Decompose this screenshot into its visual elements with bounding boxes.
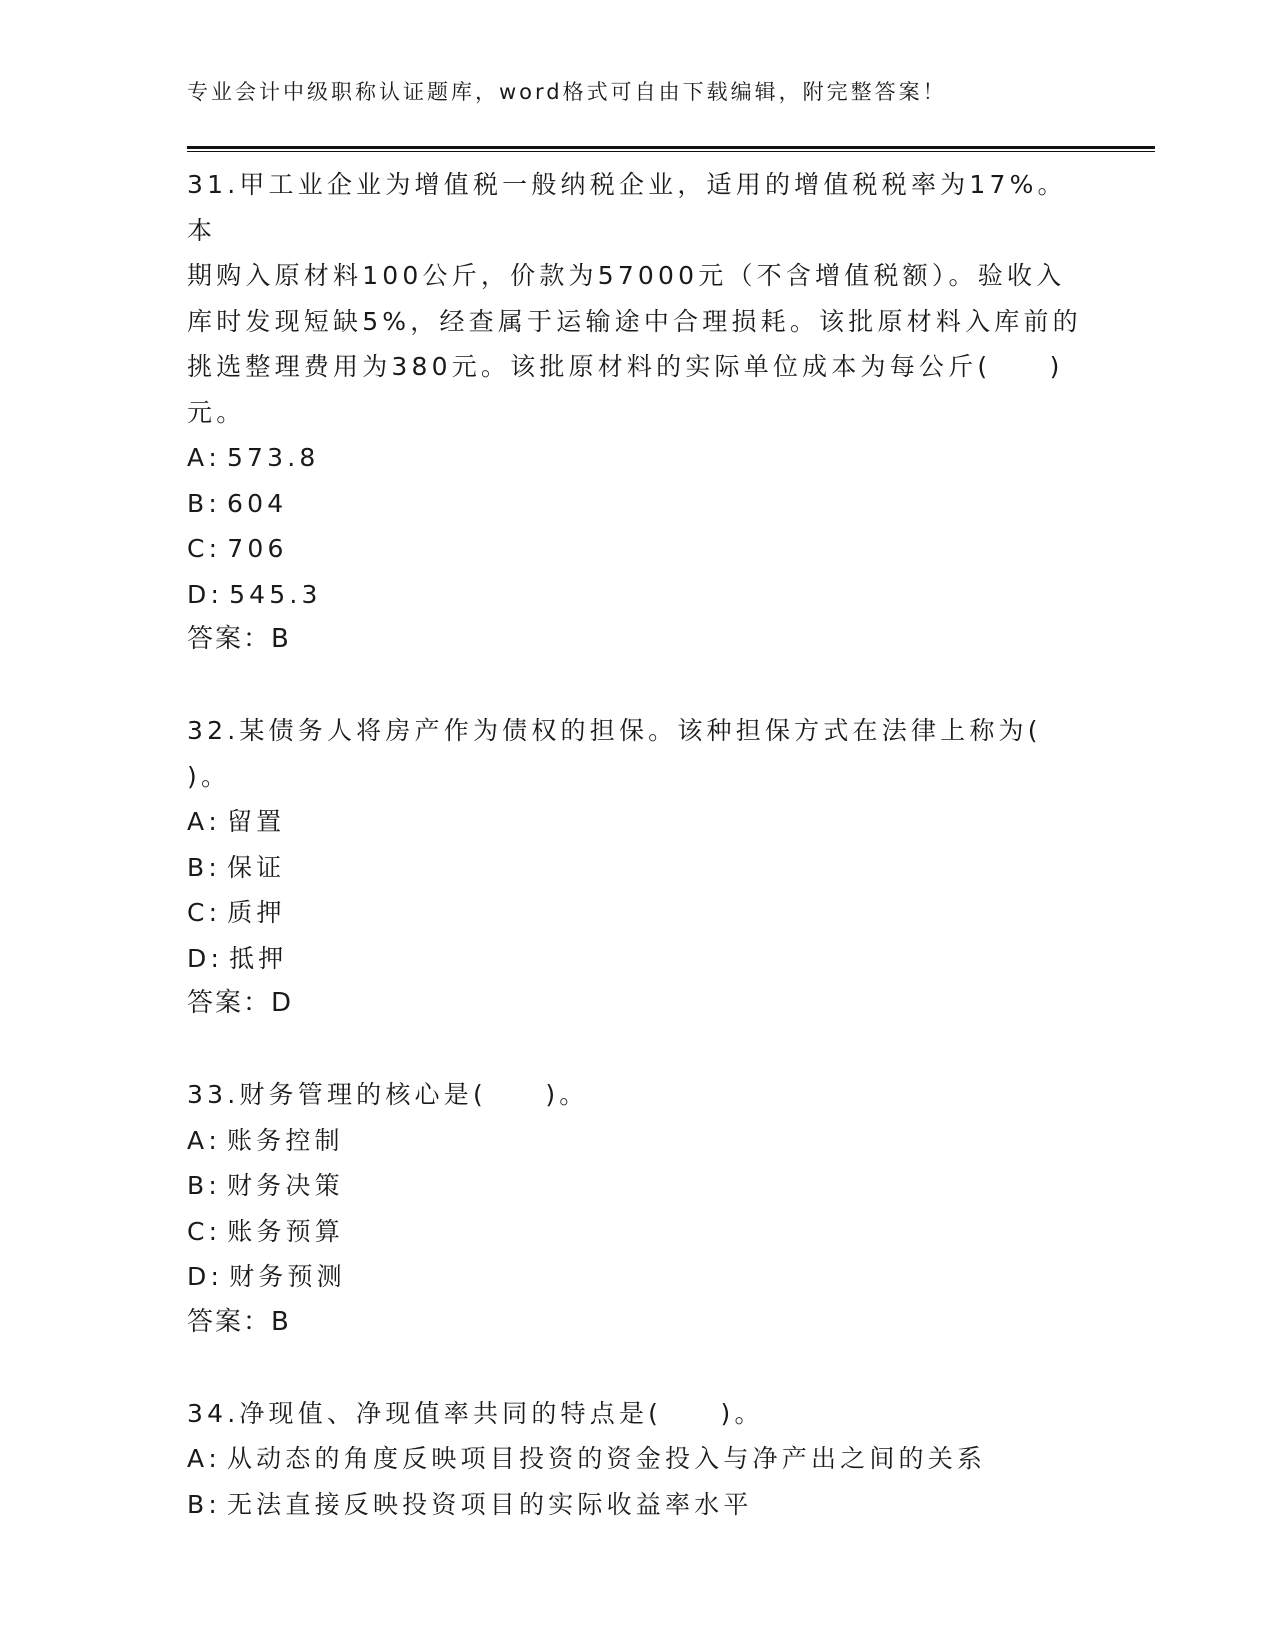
answer: 答案：B bbox=[187, 624, 291, 654]
question-line: 31.甲工业企业为增值税一般纳税企业，适用的增值税税率为17%。本 bbox=[187, 170, 1067, 245]
option-text: 从动态的角度反映项目投资的资金投入与净产出之间的关系 bbox=[226, 1444, 987, 1473]
option-letter: A bbox=[187, 1125, 209, 1155]
answer: 答案：D bbox=[187, 988, 294, 1018]
header-rule-thin bbox=[187, 151, 1155, 152]
option-a bbox=[187, 1436, 1087, 1482]
option-text: 留置 bbox=[226, 807, 286, 836]
option-letter: B bbox=[187, 1489, 209, 1519]
option-separator: : bbox=[208, 1489, 221, 1519]
header-rule-thick bbox=[187, 146, 1155, 149]
option-separator: : bbox=[208, 1171, 221, 1200]
option-letter: A bbox=[187, 1444, 209, 1473]
option-letter: C bbox=[187, 898, 209, 927]
option-letter: C bbox=[187, 534, 209, 563]
option-c bbox=[187, 890, 1087, 936]
spacer bbox=[187, 1345, 1087, 1391]
question-line: 挑选整理费用为380元。该批原材料的实际单位成本为每公斤( ) bbox=[187, 352, 1064, 381]
option-letter: D bbox=[187, 579, 211, 609]
question-line: 34.净现值、净现值率共同的特点是( )。 bbox=[187, 1398, 764, 1428]
option-separator: : bbox=[208, 534, 222, 563]
option-letter: B bbox=[187, 1171, 209, 1200]
question-line: 期购入原材料100公斤，价款为57000元（不含增值税额）。验收入 bbox=[187, 261, 1066, 290]
option-separator: : bbox=[208, 1216, 222, 1246]
option-letter: D bbox=[187, 1262, 211, 1291]
option-letter: D bbox=[187, 943, 211, 973]
answer: 答案：B bbox=[187, 1306, 291, 1337]
option-c bbox=[187, 526, 1087, 572]
option-separator: : bbox=[210, 943, 224, 973]
option-separator: : bbox=[208, 807, 221, 836]
option-b bbox=[187, 481, 1087, 527]
option-b bbox=[187, 1163, 1087, 1209]
option-text: 账务预算 bbox=[227, 1216, 345, 1246]
option-text: 604 bbox=[226, 488, 288, 518]
question-line: 库时发现短缺5%，经查属于运输途中合理损耗。该批原材料入库前的 bbox=[187, 306, 1082, 336]
option-text: 抵押 bbox=[229, 943, 288, 973]
option-separator: : bbox=[208, 898, 222, 927]
question-list bbox=[187, 162, 1087, 1527]
option-text: 706 bbox=[227, 534, 288, 563]
option-separator: : bbox=[210, 579, 224, 609]
option-text: 账务控制 bbox=[226, 1125, 344, 1155]
option-a bbox=[187, 799, 1087, 845]
option-b bbox=[187, 845, 1087, 891]
option-letter: A bbox=[187, 443, 209, 472]
option-b bbox=[187, 1482, 1087, 1528]
question-line: 32.某债务人将房产作为债权的担保。该种担保方式在法律上称为( bbox=[187, 716, 1042, 745]
option-text: 无法直接反映投资项目的实际收益率水平 bbox=[226, 1489, 753, 1519]
question-32 bbox=[187, 708, 1087, 1027]
question-line: )。 bbox=[187, 761, 231, 791]
option-text: 财务决策 bbox=[226, 1171, 344, 1200]
question-line: 元。 bbox=[187, 397, 246, 427]
question-33 bbox=[187, 1072, 1087, 1345]
option-d bbox=[187, 572, 1087, 618]
option-text: 质押 bbox=[227, 898, 286, 927]
option-d bbox=[187, 1254, 1087, 1300]
option-text: 573.8 bbox=[226, 443, 320, 472]
option-text: 545.3 bbox=[229, 579, 322, 609]
question-34 bbox=[187, 1391, 1087, 1528]
option-text: 财务预测 bbox=[229, 1262, 346, 1291]
option-letter: C bbox=[187, 1216, 209, 1246]
option-separator: : bbox=[208, 443, 221, 472]
option-a bbox=[187, 435, 1087, 481]
option-letter: A bbox=[187, 807, 209, 836]
spacer bbox=[187, 1027, 1087, 1073]
option-separator: : bbox=[210, 1262, 224, 1291]
page-header: 专业会计中级职称认证题库，word格式可自由下载编辑，附完整答案！ bbox=[187, 80, 947, 104]
option-separator: : bbox=[208, 488, 221, 518]
option-letter: B bbox=[187, 852, 209, 882]
option-a bbox=[187, 1118, 1087, 1164]
option-text: 保证 bbox=[226, 852, 286, 882]
option-letter: B bbox=[187, 488, 209, 518]
question-line: 33.财务管理的核心是( )。 bbox=[187, 1080, 589, 1109]
option-separator: : bbox=[208, 1125, 221, 1155]
option-separator: : bbox=[208, 1444, 221, 1473]
option-d bbox=[187, 936, 1087, 982]
option-separator: : bbox=[208, 852, 221, 882]
spacer bbox=[187, 663, 1087, 709]
question-31 bbox=[187, 162, 1087, 663]
option-c bbox=[187, 1209, 1087, 1255]
